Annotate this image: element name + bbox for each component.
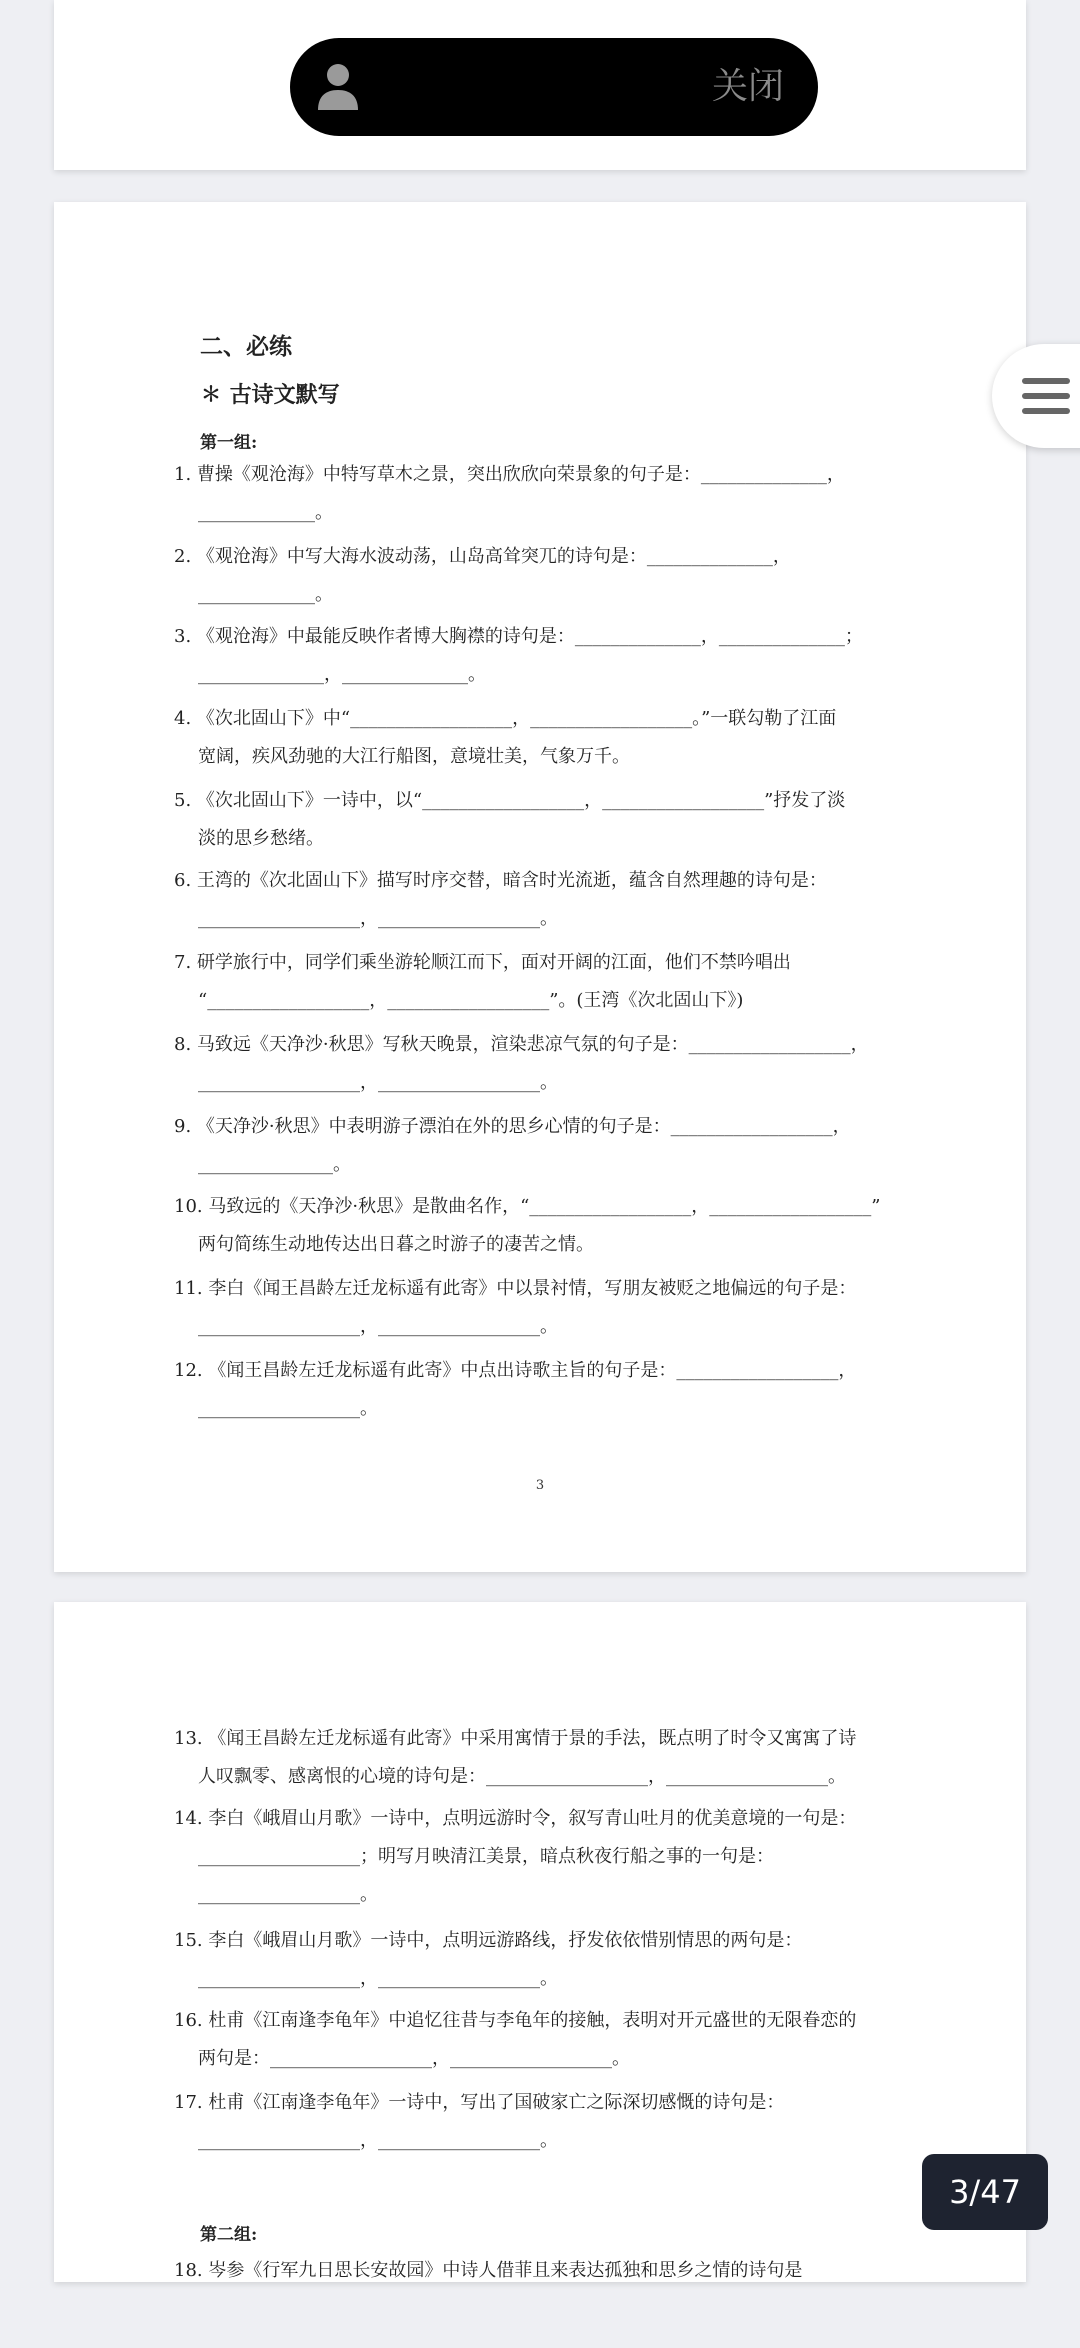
question-10: 10. 马致远的《天净沙·秋思》是散曲名作，“__________________，__________________” 两句简练生动地传达出日暮之时游子的凄苦之情。 bbox=[174, 1196, 881, 1255]
question-17: 17. 杜甫《江南逢李龟年》一诗中，写出了国破家亡之际深切感慨的诗句是： __________________，__________________。 bbox=[174, 2092, 785, 2151]
group-label-2: 第二组: bbox=[200, 2225, 258, 2245]
user-icon bbox=[316, 62, 360, 112]
question-2: 2. 《观沧海》中写大海水波动荡，山岛高耸突兀的诗句是：______________， _____________。 bbox=[174, 546, 791, 605]
page-number: 3 bbox=[535, 1478, 545, 1493]
question-11: 11. 李白《闻王昌龄左迁龙标遥有此寄》中以景衬情，写朋友被贬之地偏远的句子是： __________________，__________________。 bbox=[174, 1278, 857, 1337]
question-4: 4. 《次北固山下》中“__________________，__________________。”一联勾勒了江面 宽阔，疾风劲驰的大江行船图，意境壮美，气象万千。 bbox=[174, 708, 837, 767]
question-5: 5. 《次北固山下》一诗中，以“__________________，__________________”抒发了淡 淡的思乡愁绪。 bbox=[174, 790, 846, 849]
group-label: 第一组: bbox=[200, 433, 258, 453]
question-3: 3. 《观沧海》中最能反映作者博大胸襟的诗句是：______________，______________； ______________，______________。 bbox=[174, 626, 863, 685]
question-13: 13. 《闻王昌龄左迁龙标遥有此寄》中采用寓情于景的手法，既点明了时令又寓寓了诗 人叹飘零、感离恨的心境的诗句是：__________________，__________________。 bbox=[174, 1728, 857, 1787]
question-1: 1. 曹操《观沧海》中特写草木之景，突出欣欣向荣景象的句子是：______________， _____________。 bbox=[174, 464, 845, 523]
question-7: 7. 研学旅行中，同学们乘坐游轮顺江而下，面对开阔的江面，他们不禁吟唱出 “__________________，__________________”。(王湾《次北固山下》) bbox=[174, 952, 791, 1011]
menu-icon-bar bbox=[1022, 408, 1070, 414]
subsection-title: ✽ 古诗文默写 bbox=[200, 382, 340, 408]
overlay-bar bbox=[290, 38, 818, 136]
question-16: 16. 杜甫《江南逢李龟年》中追忆往昔与李龟年的接触，表明对开元盛世的无限眷恋的 两句是：__________________，__________________。 bbox=[174, 2010, 857, 2069]
menu-icon-bar bbox=[1022, 393, 1070, 399]
question-14: 14. 李白《峨眉山月歌》一诗中，点明远游时令，叙写青山吐月的优美意境的一句是： __________________；明写月映清江美景，暗点秋夜行船之事的一句是： __________________。 bbox=[174, 1808, 857, 1905]
question-9: 9. 《天净沙·秋思》中表明游子漂泊在外的思乡心情的句子是：__________________， _______________。 bbox=[174, 1116, 851, 1175]
close-button[interactable]: 关闭 bbox=[711, 66, 784, 107]
question-18-partial: 18. 岑参《行军九日思长安故园》中诗人借菲且来表达孤独和思乡之情的诗句是 bbox=[174, 2260, 803, 2280]
question-12: 12. 《闻王昌龄左迁龙标遥有此寄》中点出诗歌主旨的句子是：__________________， __________________。 bbox=[174, 1360, 857, 1419]
question-6: 6. 王湾的《次北固山下》描写时序交替，暗含时光流逝，蕴含自然理趣的诗句是： __________________，__________________。 bbox=[174, 870, 827, 929]
question-15: 15. 李白《峨眉山月歌》一诗中，点明远游路线，抒发依依惜别情思的两句是： __________________，__________________。 bbox=[174, 1930, 803, 1989]
menu-icon-bar bbox=[1022, 378, 1070, 384]
document-page-4 bbox=[54, 1602, 1026, 2282]
document-page-3 bbox=[54, 202, 1026, 1572]
page-indicator: 3/47 bbox=[922, 2154, 1048, 2230]
question-8: 8. 马致远《天净沙·秋思》写秋天晚景，渲染悲凉气氛的句子是：__________________， __________________，__________________。 bbox=[174, 1034, 869, 1093]
section-title: 二、必练 bbox=[200, 333, 292, 360]
